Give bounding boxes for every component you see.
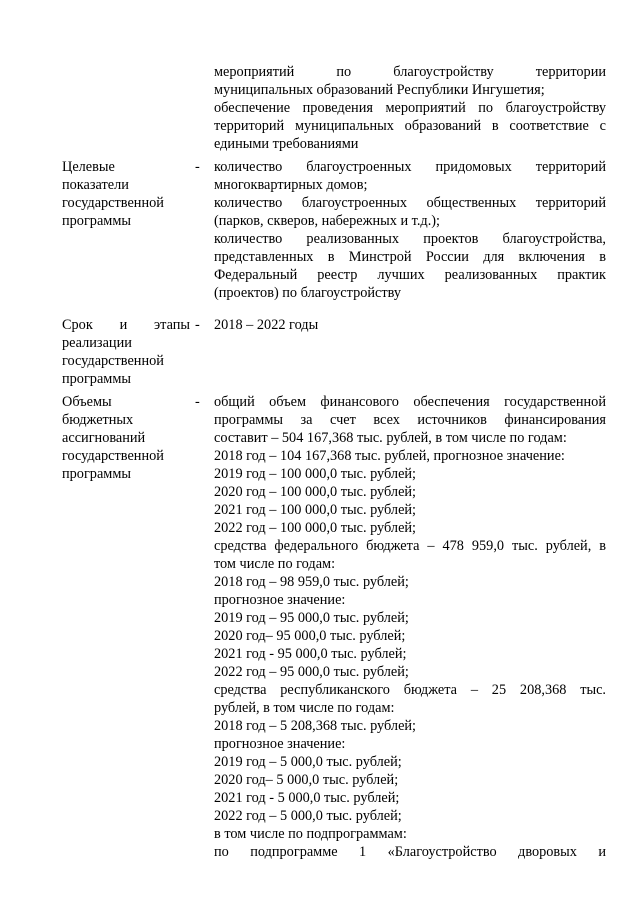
label-line: бюджетных <box>62 412 134 428</box>
text-line: 2020 год– 5 000,0 тыс. рублей; <box>214 772 399 788</box>
text-line: прогнозное значение: <box>214 736 346 752</box>
text-line: территорий муниципальных образований в соответствие с <box>214 118 606 134</box>
text-line: (парков, скверов, набережных и т.д.); <box>214 213 441 229</box>
label-line: ассигнований <box>62 430 146 446</box>
section-content <box>214 158 606 302</box>
text-line: 2018 год – 98 959,0 тыс. рублей; <box>214 574 409 590</box>
label-line: Срок и этапы <box>62 317 190 333</box>
text-line: в том числе по подпрограммам: <box>214 826 407 842</box>
section-label <box>62 393 190 483</box>
section-dash: - <box>195 394 200 410</box>
text-line: общий объем финансового обеспечения государственной <box>214 394 606 410</box>
text-line: многоквартирных домов; <box>214 177 368 193</box>
text-line: том числе по годам: <box>214 556 336 572</box>
section-dash: - <box>195 159 200 175</box>
section-label <box>62 316 190 388</box>
text-line: 2019 год – 95 000,0 тыс. рублей; <box>214 610 409 626</box>
text-line: по подпрограмме 1 «Благоустройство дворовых и <box>214 844 606 860</box>
text-line: 2021 год - 95 000,0 тыс. рублей; <box>214 646 407 662</box>
text-line: 2018 – 2022 годы <box>214 317 319 333</box>
text-line: 2022 год – 5 000,0 тыс. рублей; <box>214 808 402 824</box>
text-line: средства федерального бюджета – 478 959,0 тыс. рублей, в <box>214 538 606 554</box>
top-section-text <box>214 63 606 153</box>
text-line: 2019 год – 5 000,0 тыс. рублей; <box>214 754 402 770</box>
text-line: 2019 год – 100 000,0 тыс. рублей; <box>214 466 417 482</box>
section-content <box>214 393 606 861</box>
label-line: реализации <box>62 335 132 351</box>
label-line: государственной <box>62 353 164 369</box>
text-line: 2018 год – 5 208,368 тыс. рублей; <box>214 718 417 734</box>
label-line: программы <box>62 466 132 482</box>
text-line: 2018 год – 104 167,368 тыс. рублей, прогнозное значение: <box>214 448 565 464</box>
section-content <box>214 316 606 334</box>
text-line: мероприятий по благоустройству территории <box>214 64 606 80</box>
text-line: Федеральный реестр лучших реализованных практик <box>214 267 606 283</box>
text-line: 2022 год – 100 000,0 тыс. рублей; <box>214 520 417 536</box>
text-line: количество благоустроенных придомовых территорий <box>214 159 606 175</box>
label-line: Целевые <box>62 159 115 175</box>
label-line: государственной <box>62 448 164 464</box>
label-line: показатели <box>62 177 129 193</box>
text-line: 2020 год – 100 000,0 тыс. рублей; <box>214 484 417 500</box>
text-line: (проектов) по благоустройству <box>214 285 402 301</box>
text-line: средства республиканского бюджета – 25 208,368 тыс. <box>214 682 606 698</box>
text-line: 2022 год – 95 000,0 тыс. рублей; <box>214 664 409 680</box>
text-line: представленных в Минстрой России для включения в <box>214 249 606 265</box>
text-line: программы за счет всех источников финансирования <box>214 412 606 428</box>
text-line: муниципальных образований Республики Ингушетия; <box>214 82 545 98</box>
text-line: количество благоустроенных общественных территорий <box>214 195 606 211</box>
text-line: прогнозное значение: <box>214 592 346 608</box>
label-line: программы <box>62 213 132 229</box>
text-line: количество реализованных проектов благоустройства, <box>214 231 606 247</box>
label-line: государственной <box>62 195 164 211</box>
label-line: программы <box>62 371 132 387</box>
text-line: составит – 504 167,368 тыс. рублей, в том числе по годам: <box>214 430 567 446</box>
text-line: 2021 год - 5 000,0 тыс. рублей; <box>214 790 400 806</box>
label-line: Объемы <box>62 394 112 410</box>
text-line: 2021 год – 100 000,0 тыс. рублей; <box>214 502 417 518</box>
section-dash: - <box>195 317 200 333</box>
text-line: едиными требованиями <box>214 136 359 152</box>
text-line: обеспечение проведения мероприятий по благоустройству <box>214 100 606 116</box>
section-label <box>62 158 190 230</box>
text-line: 2020 год– 95 000,0 тыс. рублей; <box>214 628 406 644</box>
text-line: рублей, в том числе по годам: <box>214 700 395 716</box>
